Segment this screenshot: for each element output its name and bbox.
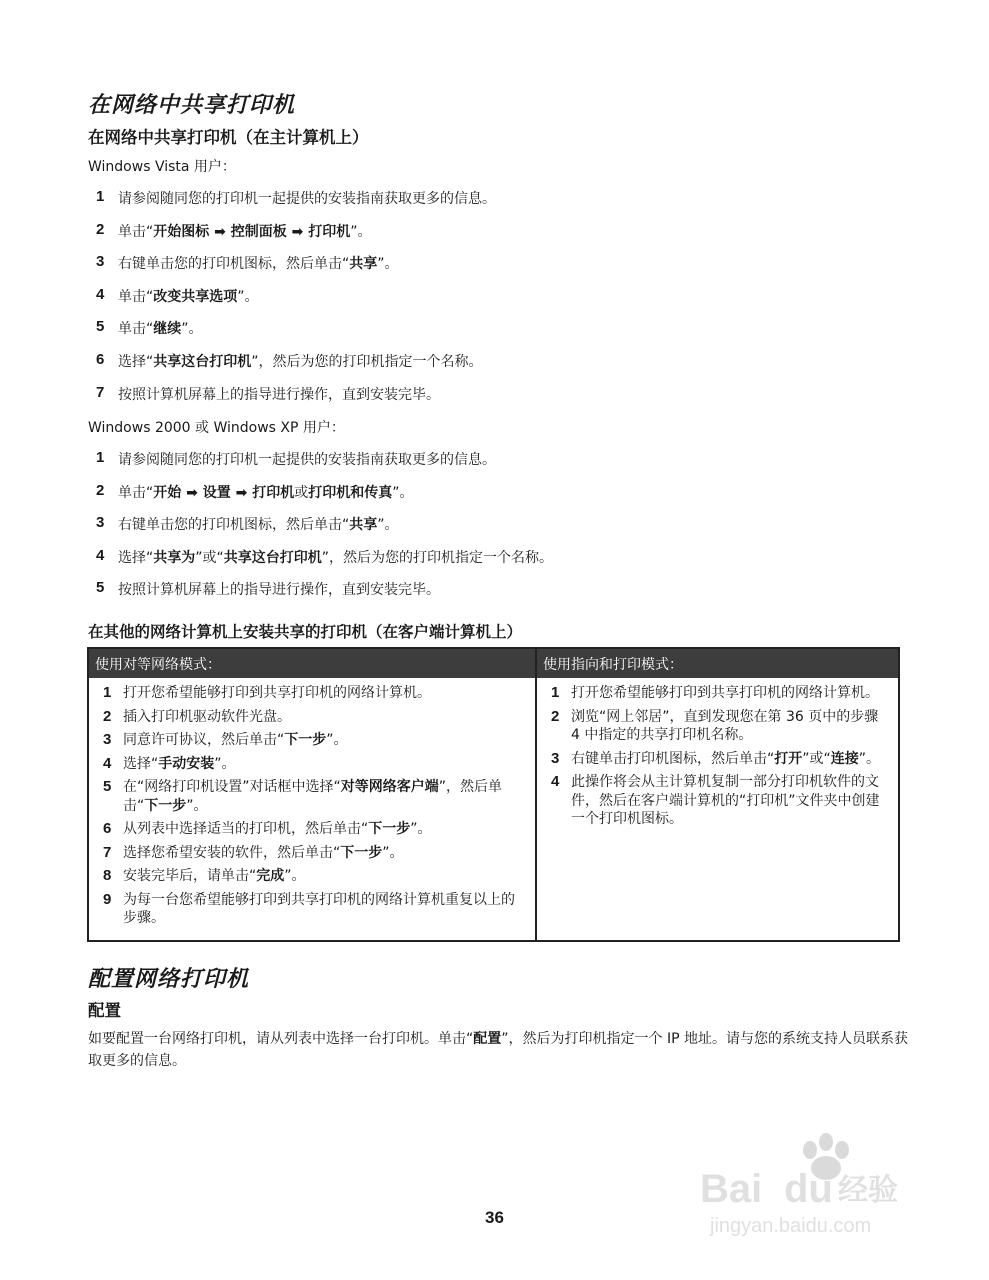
step-number: 1 (551, 684, 560, 701)
step-text: ”，然后为您的打印机指定一个名称。 (251, 353, 483, 370)
step-text: 按照计算机屏幕上的指导进行操作，直到安装完毕。 (118, 582, 440, 599)
step-text-part: 选择“ (123, 755, 159, 772)
step-text: 右键单击您的打印机图标，然后单击“ (118, 256, 350, 273)
step-number: 3 (103, 731, 112, 748)
point-print-step (551, 708, 890, 745)
peer-step (103, 844, 527, 863)
peer-step (103, 755, 527, 774)
step-text: ”。 (377, 256, 399, 273)
step-number: 1 (103, 684, 112, 701)
step-number: 4 (551, 773, 560, 790)
step-number: 6 (103, 820, 112, 837)
step-text: 打开您希望能够打印到共享打印机的网络计算机。 (123, 685, 431, 701)
step-bold: 对等网络客户端 (340, 779, 439, 795)
step-bold: 下一步 (284, 732, 327, 748)
step-bold: 下一步 (368, 821, 411, 837)
watermark-brand: Bai (700, 1167, 763, 1211)
xp-step (96, 449, 553, 482)
step-text: 打开您希望能够打印到共享打印机的网络计算机。 (571, 685, 879, 701)
step-text (123, 820, 527, 839)
step-text: 选择“ (118, 353, 154, 370)
configure-paragraph (88, 1028, 908, 1072)
vista-step (96, 384, 496, 417)
para-text: ”，然后为打印机指定一个 IP 地址。请与您的系统支持人员联系获取更多的信息。 (88, 1031, 908, 1069)
watermark-cn: 经验 (838, 1173, 898, 1208)
table-cell-point-print (537, 678, 898, 940)
peer-step (103, 778, 527, 815)
step-text (123, 755, 527, 774)
xp-step (96, 579, 553, 612)
step-number: 4 (96, 285, 105, 303)
vista-step (96, 351, 496, 384)
step-text: ”，然后为您的打印机指定一个名称。 (321, 549, 554, 566)
step-text-part: ”。 (382, 844, 404, 861)
point-print-step (551, 684, 890, 703)
step-bold: 共享为 (153, 549, 196, 566)
step-bold: 开始图标 ➡ 控制面板 ➡ 打印机 (153, 223, 351, 240)
watermark-brand-2: du (784, 1167, 833, 1211)
client-install-table (87, 647, 900, 942)
xp-steps (96, 449, 553, 612)
step-text: ”。 (350, 223, 372, 240)
vista-step (96, 221, 496, 254)
para-bold: 配置 (473, 1031, 502, 1047)
step-text-part: ”。 (284, 868, 306, 884)
vista-intro: Windows Vista 用户： (88, 159, 236, 175)
point-print-step (551, 750, 890, 769)
xp-step (96, 482, 553, 515)
step-number: 1 (96, 449, 105, 466)
peer-steps (103, 684, 527, 928)
section-title-share-printer: 在网络中共享打印机 (88, 93, 296, 118)
step-number: 7 (103, 843, 112, 861)
step-text-part: ”。 (326, 732, 348, 748)
step-bold: 连接 (830, 750, 859, 767)
step-text: 选择“ (118, 549, 154, 566)
step-text: 按照计算机屏幕上的指导进行操作，直到安装完毕。 (118, 386, 440, 403)
step-text-part: ”或“ (802, 750, 831, 767)
vista-step (96, 188, 496, 221)
step-text-part: 安装完毕后，请单击“ (123, 868, 257, 884)
step-bold: 完成 (256, 868, 285, 884)
subtitle-client-computer: 在其他的网络计算机上安装共享的打印机（在客户端计算机上） (88, 623, 523, 641)
step-text-part: ”。 (858, 750, 881, 767)
step-text: 此操作将会从主计算机复制一部分打印机软件的文件，然后在客户端计算机的“打印机”文件夹中创建一个打印机图标。 (571, 774, 880, 827)
step-text (571, 750, 890, 769)
step-bold: 下一步 (144, 797, 187, 814)
para-text: 如要配置一台网络打印机，请从列表中选择一台打印机。单击“ (88, 1031, 474, 1047)
step-bold: 共享 (349, 517, 378, 534)
step-number: 5 (103, 778, 112, 795)
step-number: 2 (103, 707, 112, 725)
step-bold: 打开 (774, 750, 803, 767)
step-number: 3 (96, 514, 105, 532)
step-number: 5 (96, 318, 105, 336)
peer-step (103, 820, 527, 839)
step-bold: 共享这台打印机 (223, 549, 322, 566)
step-number: 4 (103, 754, 112, 772)
step-number: 9 (103, 890, 112, 908)
step-text: 请参阅随同您的打印机一起提供的安装指南获取更多的信息。 (118, 452, 496, 468)
step-bold: 继续 (153, 321, 182, 338)
step-text: 单击“ (118, 484, 154, 501)
step-text (123, 731, 527, 750)
peer-step (103, 731, 527, 750)
table-header-peer: 使用对等网络模式： (89, 649, 537, 678)
peer-step (103, 867, 527, 886)
step-number: 7 (96, 383, 105, 401)
step-text: ”或“ (195, 549, 224, 566)
point-print-steps (551, 684, 890, 829)
step-text: 单击“ (118, 321, 154, 338)
vista-steps (96, 188, 496, 416)
xp-step (96, 514, 553, 547)
step-text: 请参阅随同您的打印机一起提供的安装指南获取更多的信息。 (118, 191, 496, 207)
vista-step (96, 318, 496, 351)
step-bold: 下一步 (340, 844, 383, 861)
step-text-part: 从列表中选择适当的打印机，然后单击“ (123, 821, 369, 837)
step-text-part: 同意许可协议，然后单击“ (123, 732, 285, 748)
peer-step (103, 684, 527, 703)
step-bold: 共享 (349, 256, 378, 273)
subtitle-host-computer: 在网络中共享打印机（在主计算机上） (88, 128, 369, 147)
step-text: ”。 (181, 321, 203, 338)
step-text-part: ”。 (186, 797, 208, 814)
step-text-part: ”。 (214, 755, 236, 772)
xp-step (96, 547, 553, 580)
table-cell-peer (89, 678, 537, 940)
step-bold: 打印机和传真 (308, 484, 393, 501)
step-text: 浏览“网上邻居”，直到发现您在第 36 页中的步骤 4 中指定的共享打印机名称。 (571, 708, 879, 743)
step-text-part: 选择您希望安装的软件，然后单击“ (123, 844, 341, 861)
step-bold: 共享这台打印机 (153, 353, 252, 370)
step-number: 2 (551, 707, 560, 725)
step-number: 2 (96, 220, 105, 238)
step-bold: 开始 ➡ 设置 ➡ 打印机 (153, 484, 295, 501)
xp-intro: Windows 2000 或 Windows XP 用户： (88, 420, 345, 436)
step-number: 6 (96, 350, 105, 368)
subtitle-configure: 配置 (88, 1001, 121, 1020)
step-text-part: 在“网络打印机设置”对话框中选择“ (123, 779, 341, 795)
step-number: 5 (96, 579, 105, 597)
vista-step (96, 253, 496, 286)
step-text: 右键单击您的打印机图标，然后单击“ (118, 517, 350, 534)
step-text: 插入打印机驱动软件光盘。 (123, 708, 291, 725)
watermark-url: jingyan.baidu.com (710, 1215, 872, 1237)
step-bold: 手动安装 (158, 755, 215, 772)
step-number: 3 (551, 749, 560, 767)
step-text: 单击“ (118, 223, 154, 240)
step-text-part: ”，然后单击“ (123, 779, 503, 814)
step-number: 2 (96, 481, 105, 499)
step-text-part: ”。 (410, 821, 432, 837)
step-text: ”。 (377, 517, 399, 534)
peer-step (103, 708, 527, 727)
step-number: 8 (103, 867, 112, 884)
step-number: 4 (96, 546, 105, 564)
step-bold: 改变共享选项 (153, 288, 238, 305)
step-text: 单击“ (118, 288, 154, 305)
step-text (123, 844, 527, 863)
vista-step (96, 286, 496, 319)
step-text: 为每一台您希望能够打印到共享打印机的网络计算机重复以上的步骤。 (123, 891, 515, 926)
page-number: 36 (485, 1208, 504, 1227)
section-title-configure: 配置网络打印机 (88, 967, 250, 992)
point-print-step (551, 773, 890, 829)
step-number: 1 (96, 188, 105, 205)
peer-step (103, 891, 527, 928)
table-header-point-print: 使用指向和打印模式： (537, 649, 898, 678)
step-text (123, 778, 527, 815)
step-number: 3 (96, 253, 105, 271)
step-text: 或 (294, 484, 309, 501)
step-text: ”。 (392, 484, 414, 501)
step-text (123, 867, 527, 886)
step-text-part: 右键单击打印机图标，然后单击“ (571, 750, 775, 767)
step-text: ”。 (237, 288, 259, 305)
